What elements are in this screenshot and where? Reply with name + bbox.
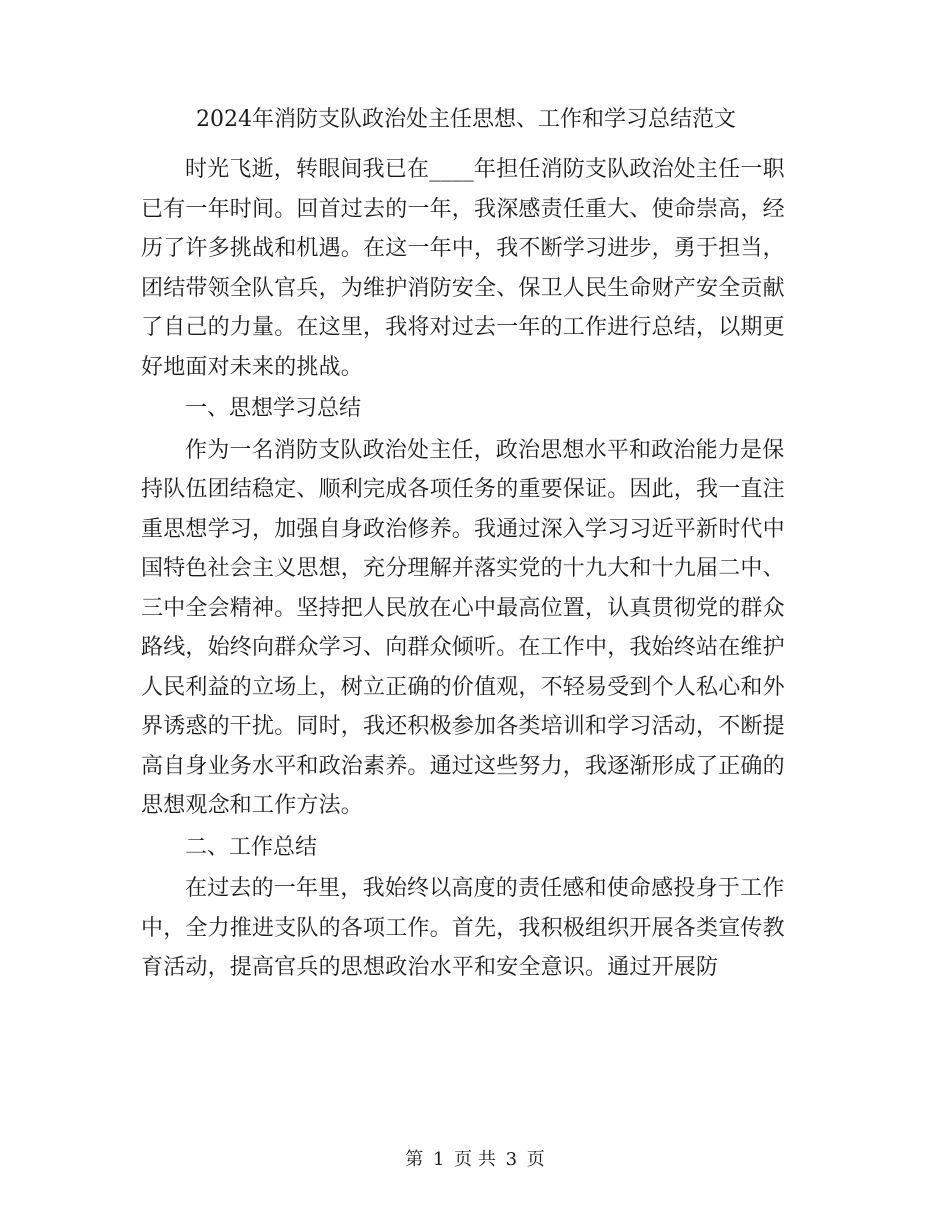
footer-mid: 页 共: [454, 1149, 496, 1170]
intro-paragraph: 时光飞逝，转眼间我已在____年担任消防支队政治处主任一职已有一年时间。回首过去的一年，我深感责任重大、使命崇高，经历了许多挑战和机遇。在这一年中，我不断学习进步，勇于担当，团结带领全队官兵，为维护消防安全、保卫人民生命财产安全贡献了自己的力量。在这里，我将对过去一年的工作进行总结，以期更好地面对未来的挑战。: [141, 157, 785, 380]
document-body: [141, 150, 801, 988]
section-heading-thought-study: 一、思想学习总结: [185, 396, 362, 421]
document-title: 2024年消防支队政治处主任思想、工作和学习总结范文: [196, 107, 736, 132]
work-paragraph: 在过去的一年里，我始终以高度的责任感和使命感投身于工作中，全力推进支队的各项工作。首先，我积极组织开展各类宣传教育活动，提高官兵的思想政治水平和安全意识。通过开展防: [141, 876, 785, 980]
footer-total-pages: 3: [505, 1149, 518, 1170]
section-heading-work: 二、工作总结: [185, 834, 318, 860]
page-footer: [0, 1146, 950, 1174]
footer-page-number: 1: [432, 1149, 445, 1170]
footer-prefix: 第: [405, 1149, 424, 1170]
footer-suffix: 页: [526, 1149, 545, 1170]
thought-study-paragraph: 作为一名消防支队政治处主任，政治思想水平和政治能力是保持队伍团结稳定、顺利完成各项任务的重要保证。因此，我一直注重思想学习，加强自身政治修养。我通过深入学习习近平新时代中国特色社会主义思想，充分理解并落实党的十九大和十九届二中、三中全会精神。坚持把人民放在心中最高位置，认真贯彻党的群众路线，始终向群众学习、向群众倾听。在工作中，我始终站在维护人民利益的立场上，树立正确的价值观，不轻易受到个人私心和外界诱惑的干扰。同时，我还积极参加各类培训和学习活动，不断提高自身业务水平和政治素养。通过这些努力，我逐渐形成了正确的思想观念和工作方法。: [141, 437, 785, 818]
